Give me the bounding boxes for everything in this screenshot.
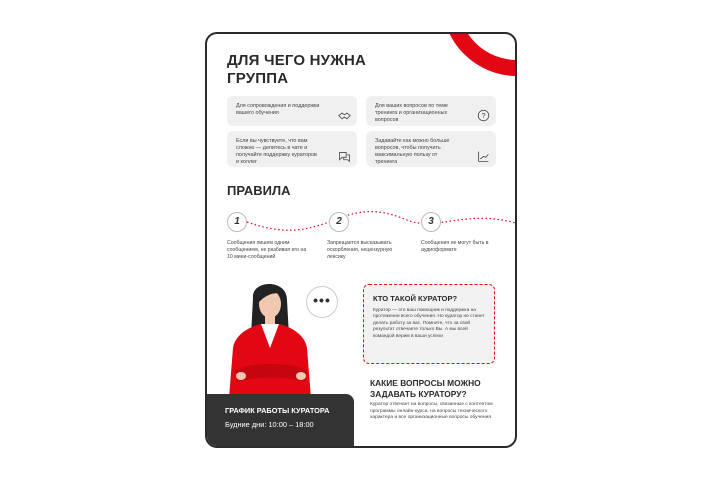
speech-bubble-dots: •••: [313, 292, 331, 308]
purpose-text: Задавайте как можно больше вопросов, чтобы получить максимальную пользу от тренинга: [375, 138, 450, 165]
curator-info-box: [363, 284, 495, 364]
curator-text: Куратор — это ваш помощник и поддержка на протяжении всего обучения. Но куратор не станет делать работу за вас. Помните, что за свой результат отвечаете только Вы. А мы всей командой верим в ваши успехи: [373, 308, 485, 339]
purpose-text: Для ваших вопросов по теме тренинга и организационных вопросов: [375, 103, 448, 123]
chat-icon: [338, 150, 351, 163]
rule-text-1: Сообщения пишем одним сообщением, не разбивая его на 10 мини-сообщений: [227, 240, 307, 260]
rule-text-2: Запрещается высказывать оскорбления, нецензурную лексику: [327, 240, 393, 260]
infographic-card: [205, 32, 517, 448]
decorative-red-arc: [442, 32, 517, 76]
schedule-days: Будние дни: 10:00 – 18:00: [225, 420, 314, 429]
svg-text:?: ?: [481, 110, 486, 120]
growth-chart-icon: [477, 150, 490, 163]
purpose-text: Для сопровождения и поддержки вашего обучения: [236, 103, 320, 116]
rules-title: ПРАВИЛА: [227, 183, 291, 198]
purpose-tile-1: [227, 96, 357, 126]
purpose-tile-2: [366, 96, 496, 126]
questions-text: Куратор отвечает на вопросы, связанные с контентом программы онлайн-курса, на вопросы технического характера и все организационные вопросы обучения: [370, 402, 493, 421]
purpose-tile-4: [366, 131, 496, 167]
questions-title: КАКИЕ ВОПРОСЫ МОЖНО ЗАДАВАТЬ КУРАТОРУ?: [370, 378, 481, 399]
handshake-icon: [338, 109, 351, 122]
rule-number-1: 1: [227, 212, 247, 232]
curator-title: КТО ТАКОЙ КУРАТОР?: [373, 294, 458, 303]
purpose-text: Если вы чувствуете, что вам сложно — делитесь в чате и получайте поддержку кураторов и коллег: [236, 138, 317, 165]
page-title: [227, 52, 417, 88]
rule-number-3: 3: [421, 212, 441, 232]
rules-dotted-line: [207, 202, 517, 242]
question-icon: [477, 109, 490, 122]
schedule-box: [207, 394, 354, 446]
rule-text-3: Сообщения не могут быть в аудиоформате: [421, 240, 489, 253]
purpose-tile-3: [227, 131, 357, 167]
page-title-text: ДЛЯ ЧЕГО НУЖНА ГРУППА: [227, 52, 367, 87]
schedule-title: ГРАФИК РАБОТЫ КУРАТОРА: [225, 406, 330, 415]
rule-number-2: 2: [329, 212, 349, 232]
speech-bubble: [306, 286, 338, 318]
